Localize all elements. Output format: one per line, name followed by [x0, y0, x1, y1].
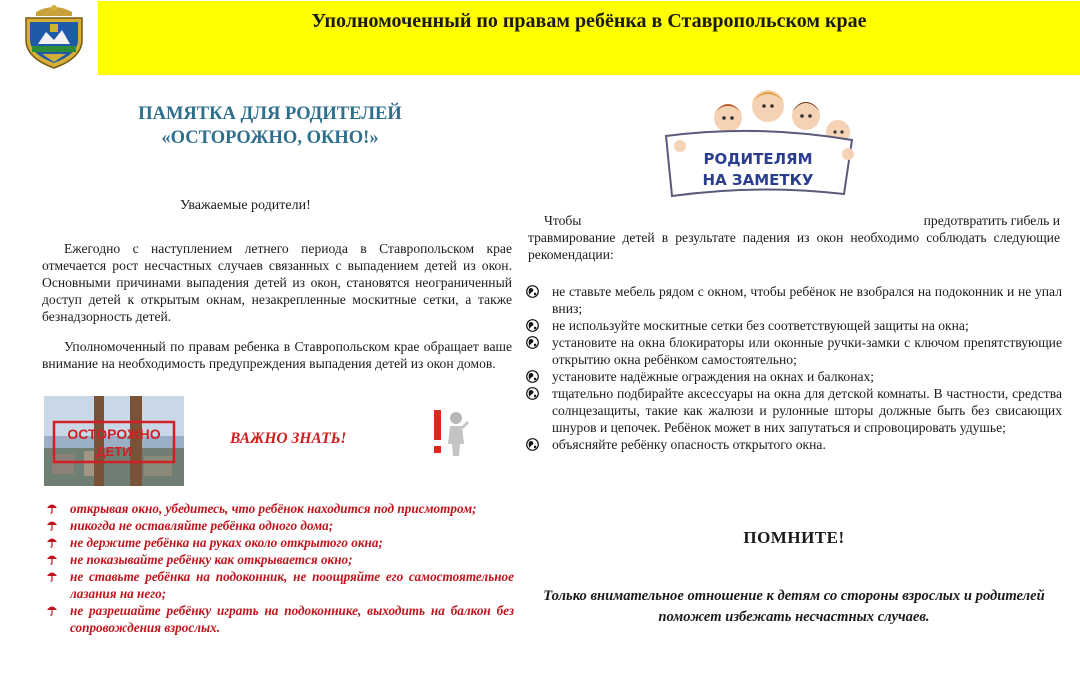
recommendation-item: [526, 283, 1062, 317]
recommendation-text: не используйте москитные сетки без соответствующей защиты на окна;: [552, 318, 969, 333]
remember-heading: ПОМНИТЕ!: [743, 528, 845, 547]
recommendation-item: [526, 436, 1062, 453]
umbrella-bullet-icon: [46, 570, 58, 582]
warning-text: не ставьте ребёнка на подоконник, не поощряйте его самостоятельное лазания на него;: [70, 569, 514, 601]
globe-bullet-icon: [526, 370, 539, 383]
recommendation-item: [526, 368, 1062, 385]
warning-item: [44, 534, 514, 551]
warnings-list: [44, 500, 514, 636]
warning-text: открывая окно, убедитесь, что ребёнок находится под присмотром;: [70, 501, 477, 516]
recommendation-text: установите надёжные ограждения на окнах и балконах;: [552, 369, 875, 384]
globe-bullet-icon: [526, 285, 539, 298]
recommendation-item: [526, 385, 1062, 436]
umbrella-bullet-icon: [46, 604, 58, 616]
intro-rest: травмирование детей в результате падения из окон необходимо соблюдать следующие рекомендации:: [528, 230, 1060, 262]
umbrella-bullet-icon: [46, 536, 58, 548]
header-banner: [98, 1, 1080, 75]
recommendation-item: [526, 317, 1062, 334]
warning-text: не держите ребёнка на руках около открытого окна;: [70, 535, 383, 550]
recommendation-text: объясняйте ребёнку опасность открытого окна.: [552, 437, 826, 452]
sticker-line2: НА ЗАМЕТКУ: [702, 171, 814, 189]
warning-text: никогда не оставляйте ребёнка одного дома;: [70, 518, 334, 533]
warning-item: [44, 602, 514, 636]
recommendation-text: не ставьте мебель рядом с окном, чтобы ребёнок не взобрался на подоконник и не упал вниз;: [552, 284, 1062, 316]
recommendation-text: установите на окна блокираторы или оконные ручки-замки с ключом препятствующие открытию окна ребёнком самостоятельно;: [552, 335, 1062, 367]
warning-item: [44, 517, 514, 534]
globe-bullet-icon: [526, 336, 539, 349]
parents-note-sticker: [658, 88, 868, 206]
exclamation-figure-icon: [428, 408, 494, 458]
greeting: Уважаемые родители!: [180, 198, 311, 213]
umbrella-bullet-icon: [46, 502, 58, 514]
page-title: Уполномоченный по правам ребёнка в Ставропольском крае: [311, 10, 867, 32]
recommendations-list: [526, 283, 1062, 453]
memo-title-line1: ПАМЯТКА ДЛЯ РОДИТЕЛЕЙ: [138, 104, 402, 124]
warning-text: не разрешайте ребёнку играть на подоконнике, выходить на балкон без сопровождения взрослых.: [70, 603, 514, 635]
memo-title-line2: «ОСТОРОЖНО, ОКНО!»: [161, 128, 379, 148]
intro-first-word: Чтобы: [544, 213, 582, 228]
warning-item: [44, 551, 514, 568]
stamp-line1: ОСТОРОЖНО: [67, 426, 161, 442]
intro-paragraph: Ежегодно с наступлением летнего периода в Ставропольском крае отмечается рост несчастных случаев связанных с выпадением детей из окон. Основными причинами выпадения детей из окон, становятся неограниченный доступ детей к открытым окнам, незакрепленные москитные сетки, а также безнадзорность детей.: [42, 241, 512, 324]
ombudsman-paragraph: Уполномоченный по правам ребенка в Ставропольском крае обращает ваше внимание на необходимость предупреждения выпадения детей из окон домов.: [42, 339, 512, 371]
warning-text: не показывайте ребёнку как открывается окно;: [70, 552, 353, 567]
globe-bullet-icon: [526, 438, 539, 451]
warning-item: [44, 568, 514, 602]
intro-end-words: предотвратить гибель и: [923, 213, 1060, 228]
recommendation-text: тщательно подбирайте аксессуары на окна для детской комнаты. В частности, средства солнцезащиты, такие как жалюзи и рулонные шторы должные быть без свисающих шнуров и цепочек. Ребёнок может в них запутаться и спровоцировать удушье;: [552, 386, 1062, 435]
important-heading: ВАЖНО ЗНАТЬ!: [230, 430, 347, 447]
recommendation-item: [526, 334, 1062, 368]
umbrella-bullet-icon: [46, 519, 58, 531]
globe-bullet-icon: [526, 387, 539, 400]
umbrella-bullet-icon: [46, 553, 58, 565]
sticker-line1: РОДИТЕЛЯМ: [703, 150, 813, 168]
coat-of-arms-icon: [22, 2, 86, 72]
caution-children-photo: [44, 396, 184, 486]
final-note: Только внимательное отношение к детям со стороны взрослых и родителей поможет избежать несчастных случаев.: [543, 588, 1045, 625]
warning-item: [44, 500, 514, 517]
globe-bullet-icon: [526, 319, 539, 332]
stamp-line2: ДЕТИ: [96, 444, 132, 459]
